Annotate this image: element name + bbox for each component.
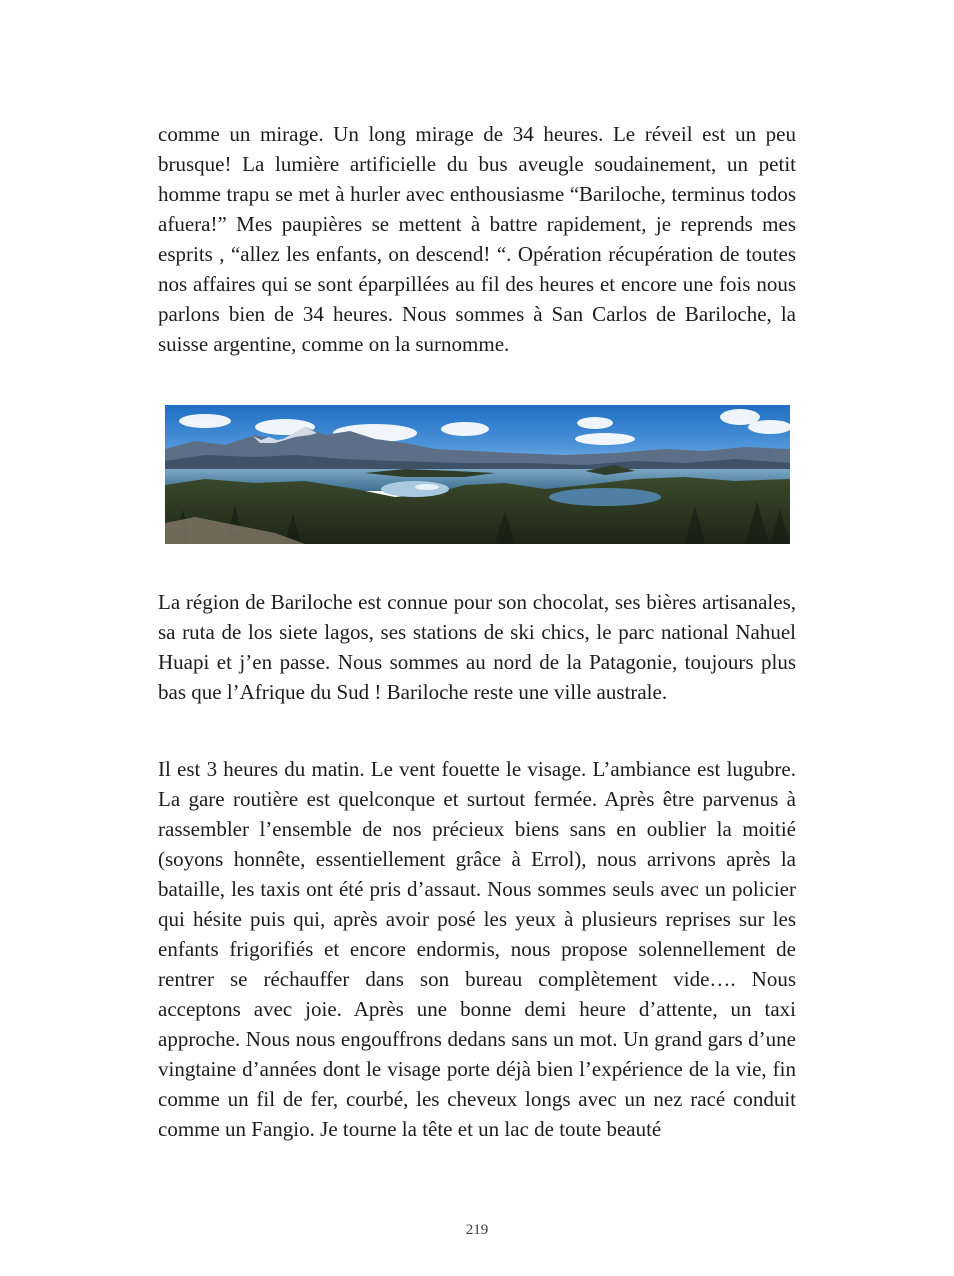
paragraph-1: comme un mirage. Un long mirage de 34 heures. Le réveil est un peu brusque! La lumière artificielle du bus aveugle soudainement, un petit homme trapu se met à hurler avec enthousiasme “Bariloche, terminus todos afuera!” Mes paupières se mettent à battre rapidement, je reprends mes esprits , “allez les enfants, on descend! “. Opération récupération de toutes nos affaires qui se sont éparpillées au fil des heures et encore une fois nous parlons bien de 34 heures. Nous sommes à San Carlos de Bariloche, la suisse argentine, comme on la surnomme. (158, 122, 796, 356)
bariloche-panorama-photo (165, 405, 790, 544)
lake-glare (415, 484, 439, 490)
paragraph-2: La région de Bariloche est connue pour son chocolat, ses bières artisanales, sa ruta de los siete lagos, ses stations de ski chics, le parc national Nahuel Huapi et j’en passe. Nous sommes au nord de la Patagonie, toujours plus bas que l’Afrique du Sud ! Bariloche reste une ville australe. (158, 590, 796, 704)
inner-lake (381, 481, 449, 497)
page-number: 219 (465, 1222, 489, 1238)
panorama-illustration (165, 405, 790, 544)
paragraph-3: Il est 3 heures du matin. Le vent fouette le visage. L’ambiance est lugubre. La gare routière est quelconque et surtout fermée. Après être parvenus à rassembler l’ensemble de nos précieux biens sans en oublier la moitié (soyons honnête, essentiellement grâce à Errol), nous arrivons après la bataille, les taxis ont été pris d’assaut. Nous sommes seuls avec un policier qui hésite puis qui, après avoir posé les yeux à plusieurs reprises sur les enfants frigorifiés et encore endormis, nous propose solennellement de rentrer se réchauffer dans son bureau complètement vide…. Nous acceptons avec joie. Après une bonne demi heure d’attente, un taxi approche. Nous nous engouffrons dedans sans un mot. Un grand gars d’une vingtaine d’années dont le visage porte déjà bien l’expérience de la vie, fin comme un fil de fer, courbé, les cheveux longs avec un nez racé conduit comme un Fangio. Je tourne la tête et un lac de toute beauté (158, 757, 796, 1141)
inner-lake (549, 488, 661, 506)
